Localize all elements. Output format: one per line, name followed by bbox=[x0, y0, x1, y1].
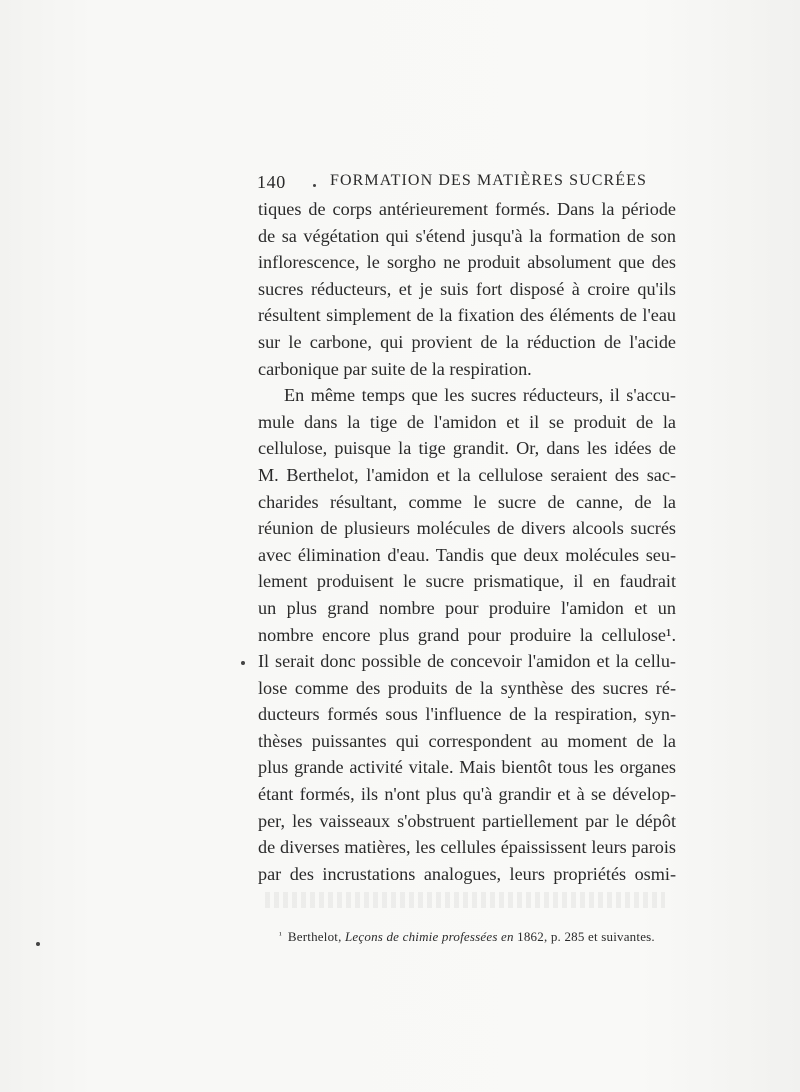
ink-speck bbox=[36, 942, 40, 946]
running-header bbox=[257, 172, 677, 196]
text-line: M. Berthelot, l'amidon et la cellulose seraient des sac- bbox=[258, 464, 676, 485]
text-line: plus grande activité vitale. Mais bientôt tous les organes bbox=[258, 757, 676, 778]
footnote-rest: 1862, p. 285 et suivantes. bbox=[517, 929, 655, 944]
text-line: de sa végétation qui s'étend jusqu'à la formation de son bbox=[258, 225, 676, 246]
text-line: sur le carbone, qui provient de la réduction de l'acide bbox=[258, 331, 676, 352]
footnote-marker: ¹ bbox=[279, 930, 282, 940]
text-line: Il serait donc possible de concevoir l'amidon et la cellu- bbox=[258, 651, 676, 672]
text-line: cellulose, puisque la tige grandit. Or, dans les idées de bbox=[258, 438, 676, 459]
text-line: nombre encore plus grand pour produire la cellulose¹. bbox=[258, 624, 676, 645]
text-line: tiques de corps antérieurement formés. Dans la période bbox=[258, 199, 676, 219]
page-number: 140 bbox=[257, 172, 286, 192]
text-line: En même temps que les sucres réducteurs, il s'accu- bbox=[284, 385, 676, 406]
footnote-title: Leçons de chimie professées en bbox=[345, 929, 514, 944]
text-line: de diverses matières, les cellules épaississent leurs parois bbox=[258, 837, 676, 858]
ink-speck bbox=[313, 184, 316, 187]
text-line: inflorescence, le sorgho ne produit absolument que des bbox=[258, 252, 676, 273]
body-text bbox=[258, 196, 676, 887]
text-line: mule dans la tige de l'amidon et il se produit de la bbox=[258, 411, 676, 432]
text-line: per, les vaisseaux s'obstruent partiellement par le dépôt bbox=[258, 810, 676, 831]
text-line: lement produisent le sucre prismatique, il en faudrait bbox=[258, 571, 676, 592]
text-line: réunion de plusieurs molécules de divers alcools sucrés bbox=[258, 518, 676, 539]
text-line: thèses puissantes qui correspondent au moment de la bbox=[258, 730, 676, 751]
running-title: FORMATION DES MATIÈRES SUCRÉES bbox=[330, 172, 648, 189]
footnote bbox=[279, 926, 679, 946]
footnote-author: Berthelot, bbox=[287, 929, 342, 944]
text-line: étant formés, ils n'ont plus qu'à grandir et à se dévelop- bbox=[258, 784, 676, 805]
text-line: un plus grand nombre pour produire l'amidon et un bbox=[258, 597, 676, 618]
text-line: par des incrustations analogues, leurs propriétés osmi- bbox=[258, 863, 676, 884]
show-through-bleed bbox=[265, 892, 665, 908]
text-line: carbonique par suite de la respiration. bbox=[258, 358, 532, 379]
text-line: avec élimination d'eau. Tandis que deux molécules seu- bbox=[258, 544, 676, 565]
text-line: sucres réducteurs, et je suis fort disposé à croire qu'ils bbox=[258, 278, 676, 299]
text-line: ducteurs formés sous l'influence de la respiration, syn- bbox=[258, 704, 676, 725]
text-line: résultent simplement de la fixation des éléments de l'eau bbox=[258, 305, 676, 326]
ink-speck bbox=[241, 661, 245, 665]
text-line: lose comme des produits de la synthèse des sucres ré- bbox=[258, 677, 676, 698]
text-line: charides résultant, comme le sucre de canne, de la bbox=[258, 491, 676, 512]
